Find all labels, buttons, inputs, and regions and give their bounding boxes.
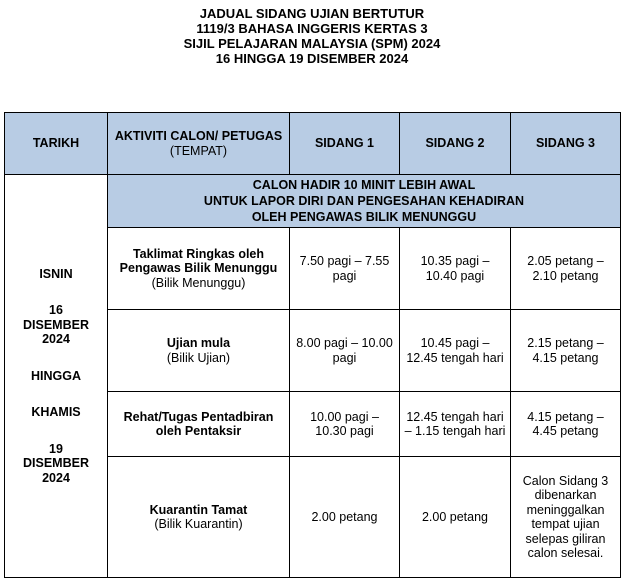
session-2-time: 2.00 petang [400,457,511,578]
notice-cell [108,175,621,228]
header-row [5,113,621,175]
header-session-3: SIDANG 3 [511,113,621,175]
header-activity-sub: (TEMPAT) [169,143,228,158]
notice-row [5,175,621,228]
activity-cell [108,457,290,578]
date-cell [5,175,108,578]
header-date: TARIKH [5,113,108,175]
activity-label: Ujian mula [166,336,231,350]
date-day-end: KHAMIS [31,405,81,420]
header-session-1: SIDANG 1 [290,113,400,175]
activity-cell [108,310,290,392]
activity-cell [108,228,290,310]
header-activity-label: AKTIVITI CALON/ PETUGAS [114,129,283,143]
date-end-year: 2024 [42,470,70,485]
title-line-1: JADUAL SIDANG UJIAN BERTUTUR [199,6,425,21]
session-1-time: 7.50 pagi – 7.55 pagi [290,228,400,310]
session-2-time: 10.35 pagi – 10.40 pagi [400,228,511,310]
activity-place: (Bilik Ujian) [166,350,231,365]
date-start-year: 2024 [42,332,70,347]
date-to: HINGGA [31,368,81,383]
title-line-2: 1119/3 BAHASA INGGERIS KERTAS 3 [196,21,428,36]
session-2-time: 10.45 pagi – 12.45 tengah hari [400,310,511,392]
header-activity [108,113,290,175]
date-start-day: 16 [49,303,63,318]
header-session-2: SIDANG 2 [400,113,511,175]
activity-place: (Bilik Menunggu) [151,275,246,290]
session-3-note: Calon Sidang 3 dibenarkan meninggalkan tempat ujian selepas giliran calon selesai. [511,457,621,578]
date-end-month: DISEMBER [23,456,89,471]
activity-label: Rehat/Tugas Pentadbiran oleh Pentaksir [123,409,274,438]
title-line-4: 16 HINGGA 19 DISEMBER 2024 [215,51,409,66]
activity-label: Taklimat Ringkas oleh Pengawas Bilik Menunggu [119,246,278,276]
session-1-time: 2.00 petang [290,457,400,578]
title-line-3: SIJIL PELAJARAN MALAYSIA (SPM) 2024 [183,36,441,51]
date-end-day: 19 [49,441,63,456]
activity-place: (Bilik Kuarantin) [154,517,243,531]
session-3-time: 2.15 petang – 4.15 petang [511,310,621,392]
session-1-time: 8.00 pagi – 10.00 pagi [290,310,400,392]
activity-label: Kuarantin Tamat [149,502,248,517]
notice-line-2: UNTUK LAPOR DIRI DAN PENGESAHAN KEHADIRAN [203,194,525,208]
session-1-time: 10.00 pagi – 10.30 pagi [290,392,400,457]
notice-line-3: OLEH PENGAWAS BILIK MENUNGGU [251,210,477,224]
date-day-start: ISNIN [39,266,73,281]
notice-line-1: CALON HADIR 10 MINIT LEBIH AWAL [252,178,476,192]
activity-cell [108,392,290,457]
session-3-time: 2.05 petang – 2.10 petang [511,228,621,310]
document-title [0,6,624,66]
date-start-month: DISEMBER [23,317,89,332]
session-3-time: 4.15 petang – 4.45 petang [511,392,621,457]
schedule-table [4,112,621,578]
session-2-time: 12.45 tengah hari – 1.15 tengah hari [400,392,511,457]
